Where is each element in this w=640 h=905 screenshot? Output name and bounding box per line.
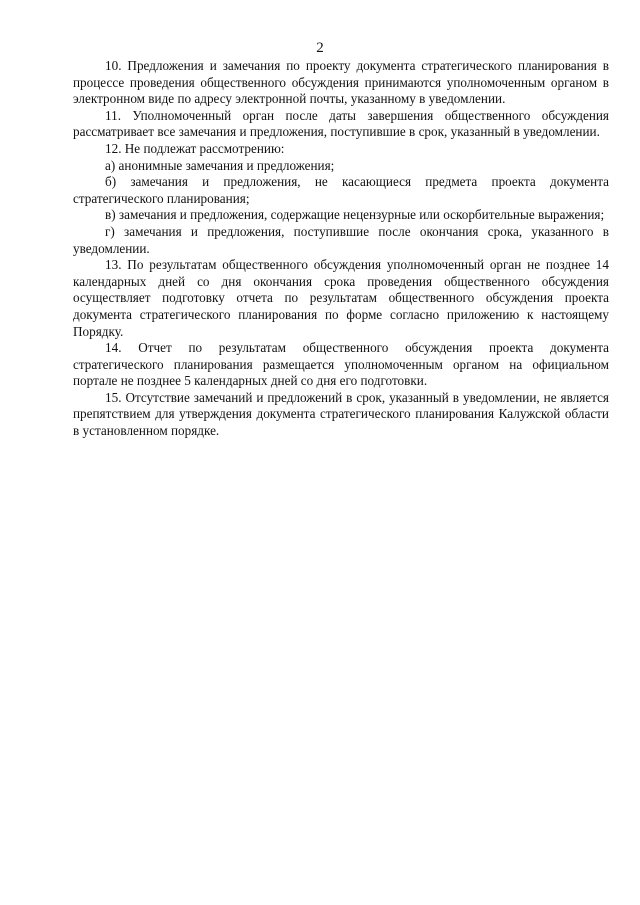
document-body [73, 58, 609, 440]
paragraph-15: 15. Отсутствие замечаний и предложений в срок, указанный в уведомлении, не является препятствием для утверждения документа стратегического планирования Калужской области в установленном порядке. [73, 389, 609, 439]
paragraph-11: 11. Уполномоченный орган после даты завершения общественного обсуждения рассматривает все замечания и предложения, поступившие в срок, указанный в уведомлении. [73, 107, 609, 140]
paragraph-12: 12. Не подлежат рассмотрению: [105, 140, 285, 156]
page-number: 2 [316, 40, 324, 56]
paragraph-10: 10. Предложения и замечания по проекту документа стратегического планирования в процессе проведения общественного обсуждения принимаются уполномоченным органом в электронном виде по адресу электронной почты, указанному в уведомлении. [73, 58, 609, 107]
list-item-v: в) замечания и предложения, содержащие нецензурные или оскорбительные выражения; [105, 207, 605, 223]
list-item-a: а) анонимные замечания и предложения; [105, 157, 335, 173]
paragraph-14: 14. Отчет по результатам общественного обсуждения проекта документа стратегического планирования размещается уполномоченным органом на официальном портале не позднее 5 календарных дней со дня его подготовки. [73, 340, 609, 389]
list-item-b: б) замечания и предложения, не касающиеся предмета проекта документа стратегического планирования; [73, 174, 609, 206]
paragraph-13: 13. По результатам общественного обсуждения уполномоченный орган не позднее 14 календарных дней со дня окончания срока проведения общественного обсуждения осуществляет подготовку отчета по результатам общественного обсуждения проекта документа стратегического планирования по форме согласно приложению к настоящему Порядку. [73, 257, 609, 339]
list-item-g: г) замечания и предложения, поступившие после окончания срока, указанного в уведомлении. [73, 223, 609, 256]
